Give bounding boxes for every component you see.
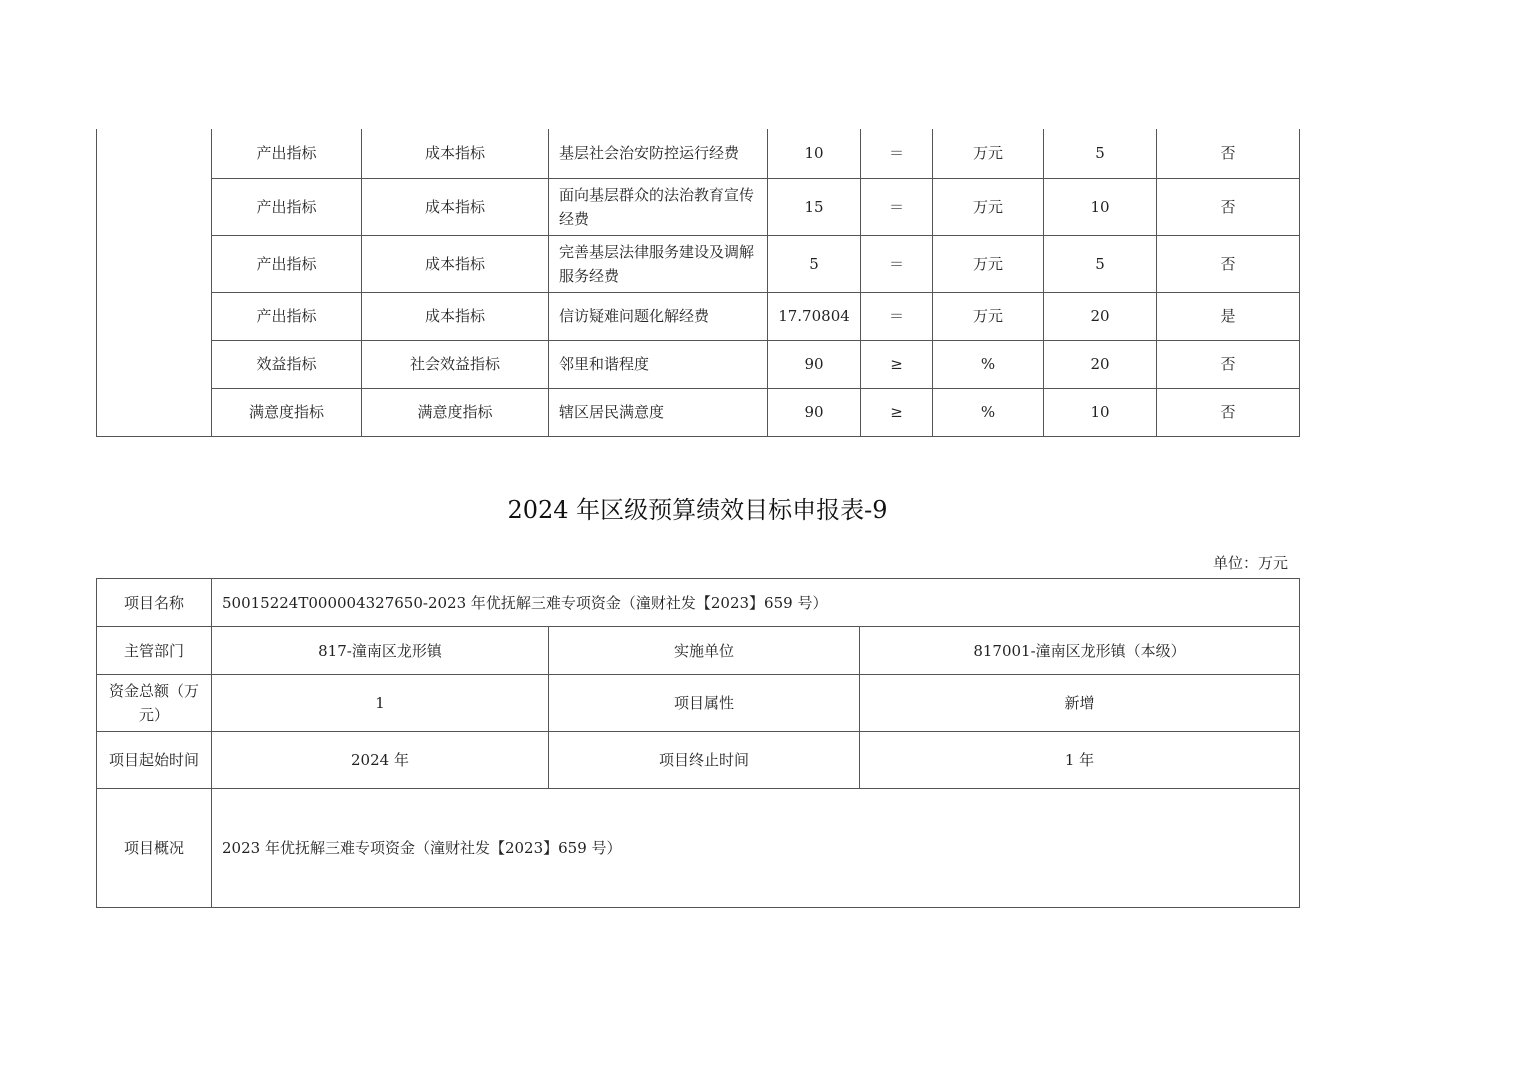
- indicator-value: 5: [768, 235, 861, 292]
- indicator-weight: 5: [1044, 235, 1157, 292]
- indicator-operator: ＝: [861, 178, 933, 235]
- amount-label: 资金总额（万元）: [97, 675, 212, 732]
- indicator-weight: 5: [1044, 129, 1157, 178]
- level3-indicator: 完善基层法律服务建设及调解服务经费: [549, 235, 768, 292]
- start-time-label: 项目起始时间: [97, 732, 212, 789]
- indicator-unit: %: [933, 340, 1044, 388]
- indicator-core: 是: [1157, 292, 1300, 340]
- indicator-operator: ≥: [861, 388, 933, 436]
- level1-indicator: 产出指标: [212, 235, 362, 292]
- indicator-operator: ＝: [861, 292, 933, 340]
- indicator-value: 15: [768, 178, 861, 235]
- table-row: [97, 388, 1300, 436]
- indicator-operator: ＝: [861, 235, 933, 292]
- unit-note: 单位：万元: [1212, 554, 1288, 572]
- indicator-table: [96, 129, 1300, 437]
- end-time-value: 1 年: [860, 732, 1300, 789]
- level3-indicator: 辖区居民满意度: [549, 388, 768, 436]
- level2-indicator: 满意度指标: [362, 388, 549, 436]
- project-name-label: 项目名称: [97, 579, 212, 627]
- level3-indicator: 信访疑难问题化解经费: [549, 292, 768, 340]
- end-time-label: 项目终止时间: [549, 732, 860, 789]
- indicator-weight: 10: [1044, 178, 1157, 235]
- level1-indicator: 满意度指标: [212, 388, 362, 436]
- project-info-table: [96, 578, 1300, 908]
- table-row: [97, 627, 1300, 675]
- indicator-weight: 20: [1044, 292, 1157, 340]
- level1-indicator: 产出指标: [212, 178, 362, 235]
- indicator-unit: 万元: [933, 129, 1044, 178]
- indicator-unit: 万元: [933, 178, 1044, 235]
- form-title: 2024 年区级预算绩效目标申报表-9: [507, 496, 888, 524]
- indicator-value: 90: [768, 388, 861, 436]
- indicator-core: 否: [1157, 235, 1300, 292]
- table-row: [97, 789, 1300, 908]
- indicator-value: 90: [768, 340, 861, 388]
- impl-unit-value: 817001-潼南区龙形镇（本级）: [860, 627, 1300, 675]
- level2-indicator: 成本指标: [362, 235, 549, 292]
- level2-indicator: 成本指标: [362, 129, 549, 178]
- indicator-value: 10: [768, 129, 861, 178]
- attribute-value: 新增: [860, 675, 1300, 732]
- indicator-core: 否: [1157, 178, 1300, 235]
- indicator-unit: %: [933, 388, 1044, 436]
- table-row: [97, 178, 1300, 235]
- level3-indicator: 邻里和谐程度: [549, 340, 768, 388]
- level2-indicator: 成本指标: [362, 178, 549, 235]
- project-name-value: 50015224T000004327650-2023 年优抚解三难专项资金（潼财社发【2023】659 号）: [212, 579, 1300, 627]
- indicator-value: 17.70804: [768, 292, 861, 340]
- indicator-core: 否: [1157, 129, 1300, 178]
- impl-unit-label: 实施单位: [549, 627, 860, 675]
- amount-value: 1: [212, 675, 549, 732]
- level3-indicator: 基层社会治安防控运行经费: [549, 129, 768, 178]
- level1-indicator: 产出指标: [212, 129, 362, 178]
- level3-indicator: 面向基层群众的法治教育宣传经费: [549, 178, 768, 235]
- indicator-weight: 20: [1044, 340, 1157, 388]
- indicator-weight: 10: [1044, 388, 1157, 436]
- table-row: [97, 235, 1300, 292]
- table-row: [97, 292, 1300, 340]
- table-row: [97, 129, 1300, 178]
- level2-indicator: 社会效益指标: [362, 340, 549, 388]
- indicator-unit: 万元: [933, 292, 1044, 340]
- indicator-core: 否: [1157, 388, 1300, 436]
- indicator-operator: ＝: [861, 129, 933, 178]
- indicator-unit: 万元: [933, 235, 1044, 292]
- table-row: [97, 579, 1300, 627]
- indicator-core: 否: [1157, 340, 1300, 388]
- dept-value: 817-潼南区龙形镇: [212, 627, 549, 675]
- level1-indicator: 产出指标: [212, 292, 362, 340]
- level1-indicator: 效益指标: [212, 340, 362, 388]
- merged-blank-cell: [97, 129, 212, 436]
- level2-indicator: 成本指标: [362, 292, 549, 340]
- dept-label: 主管部门: [97, 627, 212, 675]
- attribute-label: 项目属性: [549, 675, 860, 732]
- indicator-operator: ≥: [861, 340, 933, 388]
- start-time-value: 2024 年: [212, 732, 549, 789]
- overview-label: 项目概况: [97, 789, 212, 908]
- table-row: [97, 340, 1300, 388]
- overview-value: 2023 年优抚解三难专项资金（潼财社发【2023】659 号）: [212, 789, 1300, 908]
- table-row: [97, 675, 1300, 732]
- table-row: [97, 732, 1300, 789]
